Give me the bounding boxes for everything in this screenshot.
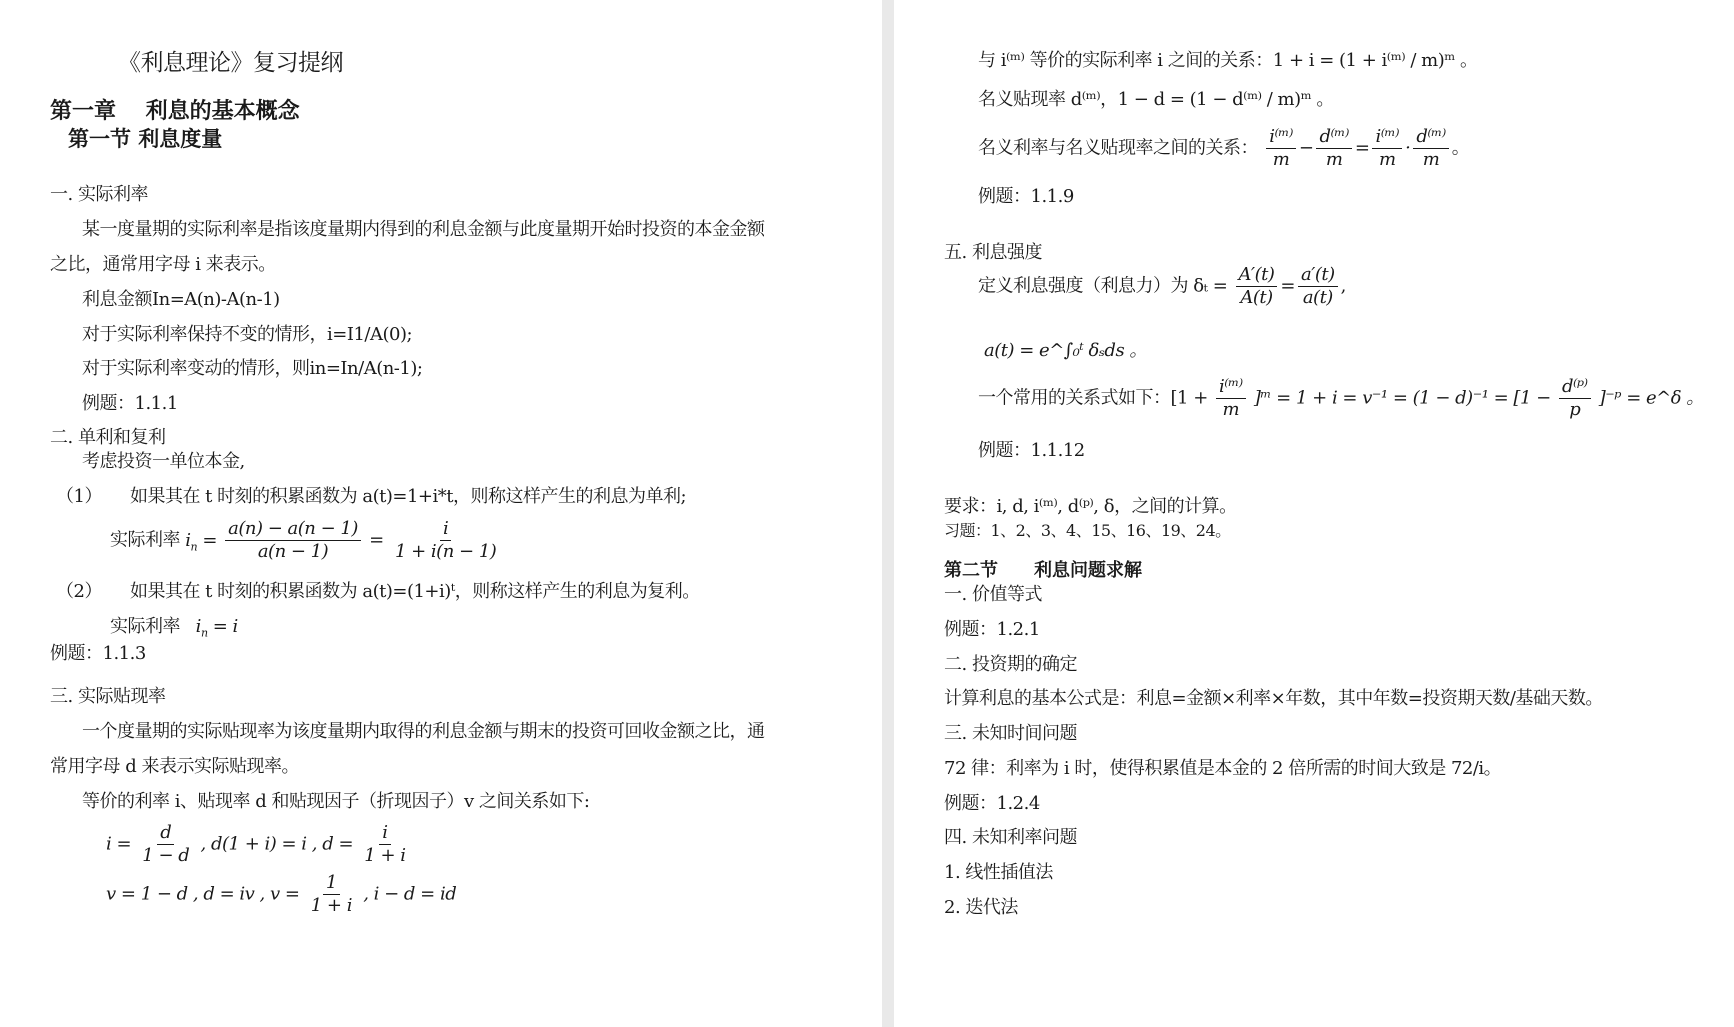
fraction-numerator: a′(t) — [1298, 264, 1338, 287]
fraction-denominator: 1 + i — [364, 845, 406, 866]
formula-part: v = 1 − d , d = iv , v = — [106, 883, 300, 905]
fraction-numerator: i⁽ᵐ⁾ — [1266, 126, 1296, 149]
fraction-denominator: a(t) — [1302, 287, 1333, 308]
list-item: 1. 线性插值法 — [944, 862, 1053, 883]
paragraph: 常用字母 d 来表示实际贴现率。 — [50, 756, 299, 777]
list-number: （1） — [56, 486, 102, 507]
formula-text: a(t) = e^∫₀ᵗ δₛds 。 — [984, 340, 1147, 361]
formula — [106, 822, 412, 867]
subsection-title: 三. 未知时间问题 — [944, 723, 1077, 744]
list-number: （2） — [56, 581, 102, 602]
list-item: 2. 迭代法 — [944, 897, 1018, 918]
formula-label: 名义利率与名义贴现率之间的关系： — [978, 137, 1258, 159]
example-ref: 例题：1.1.1 — [82, 393, 178, 414]
formula — [978, 376, 1704, 421]
paragraph: 一个度量期的实际贴现率为该度量期内取得的利息金额与期末的投资可回收金额之比，通 — [82, 721, 765, 742]
fraction-denominator: m — [1272, 149, 1290, 170]
exercises: 习题：1、2、3、4、15、16、19、24。 — [944, 521, 1231, 540]
example-ref: 例题：1.1.3 — [50, 643, 146, 664]
list-text: 如果其在 t 时刻的积累函数为 a(t)=(1+i)ᵗ，则称这样产生的利息为复利。 — [129, 581, 700, 602]
fraction-denominator: m — [1222, 399, 1240, 420]
fraction-numerator: d⁽ᵖ⁾ — [1559, 376, 1591, 399]
example-ref: 例题：1.2.1 — [944, 619, 1040, 640]
formula: 定义利息强度（利息力）为 δₜ = $\frac{A'(t)}{A(t)}$ = $\frac{a'(t)}{a(t)}$ , — [978, 264, 1346, 308]
formula: 实际利率 $i_n$ = $\frac{a(n) - a(n - 1)}{a(n - 1)}$ = $\frac{i}{1 + i(n - 1)}$ — [110, 518, 502, 563]
fraction-numerator: a(n) − a(n − 1) — [225, 518, 361, 541]
formula-label: 实际利率 — [110, 529, 180, 551]
chapter-heading: 第一章 利息的基本概念 — [50, 98, 300, 124]
paragraph: 之比，通常用字母 i 来表示。 — [50, 254, 276, 275]
fraction-denominator: m — [1325, 149, 1343, 170]
formula-part: , d(1 + i) = i , d = — [200, 833, 354, 855]
document-title: 《利息理论》复习提纲 — [118, 50, 343, 76]
fraction-numerator: i — [440, 518, 451, 541]
paragraph: 计算利息的基本公式是：利息=金额×利率×年数，其中年数=投资期天数/基础天数。 — [944, 688, 1603, 709]
section-heading: 第一节 利息度量 — [68, 126, 223, 151]
fraction-denominator: 1 + i — [310, 895, 352, 916]
fraction-numerator: d⁽ᵐ⁾ — [1316, 126, 1351, 149]
formula-text: 利息金额In=A(n)-A(n-1) — [82, 289, 280, 310]
requirement: 要求：i, d, i⁽ᵐ⁾, d⁽ᵖ⁾, δ，之间的计算。 — [944, 496, 1237, 517]
subsection-title: 一. 价值等式 — [944, 584, 1042, 605]
formula-label: 实际利率 — [110, 616, 180, 637]
formula-part: , i − d = id — [363, 883, 457, 905]
fraction-denominator: 1 + i(n − 1) — [394, 541, 497, 562]
paragraph: 考虑投资一单位本金, — [82, 451, 245, 472]
paragraph: 等价的利率 i、贴现率 d 和贴现因子（折现因子）v 之间关系如下: — [82, 791, 590, 812]
fraction-denominator: a(n − 1) — [257, 541, 329, 562]
fraction-denominator: m — [1379, 149, 1396, 170]
fraction-denominator: A(t) — [1240, 287, 1273, 308]
fraction-numerator: A′(t) — [1236, 264, 1278, 287]
list-text: 如果其在 t 时刻的积累函数为 a(t)=1+i*t，则称这样产生的利息为单利; — [129, 486, 687, 507]
example-ref: 例题：1.1.9 — [978, 186, 1074, 207]
formula-text: 名义贴现率 d⁽ᵐ⁾，1 − d = (1 − d⁽ᵐ⁾ / m)ᵐ 。 — [978, 89, 1334, 110]
fraction-numerator: 1 — [323, 872, 340, 895]
fraction-denominator: 1 − d — [142, 845, 190, 866]
formula-part: ]ᵐ = 1 + i = v⁻¹ = (1 − d)⁻¹ = [1 − — [1253, 387, 1551, 409]
paragraph: 某一度量期的实际利率是指该度量期内得到的利息金额与此度量期开始时投资的本金金额 — [82, 219, 765, 240]
subsection-title: 一. 实际利率 — [50, 184, 148, 205]
formula — [106, 872, 456, 917]
subsection-title: 二. 投资期的确定 — [944, 654, 1077, 675]
fraction-numerator: i⁽ᵐ⁾ — [1372, 126, 1402, 149]
example-ref: 例题：1.2.4 — [944, 793, 1040, 814]
formula-text: 与 i⁽ᵐ⁾ 等价的实际利率 i 之间的关系：1 + i = (1 + i⁽ᵐ⁾ / m)ᵐ 。 — [978, 50, 1478, 71]
formula: 名义利率与名义贴现率之间的关系： $\frac{\text{i⁽ᵐ⁾}}{m}$ − $\frac{\text{d⁽ᵐ⁾}}{m}$ = $\frac{\text{i⁽ᵐ⁾}}{m}$ · $\frac{\text{d⁽ᵐ⁾}}{m}$ 。 — [978, 126, 1470, 170]
fraction-numerator: i — [379, 822, 390, 845]
example-ref: 例题：1.1.12 — [978, 440, 1085, 461]
paragraph: 72 律：利率为 i 时，使得积累值是本金的 2 倍所需的时间大致是 72/i。 — [944, 758, 1502, 779]
paragraph: 对于实际利率变动的情形，则in=In/A(n-1); — [82, 358, 423, 379]
subsection-title: 四. 未知利率问题 — [944, 827, 1077, 848]
list-item — [56, 484, 686, 510]
subsection-title: 三. 实际贴现率 — [50, 686, 166, 707]
formula-part: i = — [106, 833, 132, 855]
section-heading: 第二节 利息问题求解 — [944, 560, 1142, 581]
right-page — [894, 0, 1734, 1027]
list-item — [56, 579, 700, 605]
formula-part: ]⁻ᵖ = e^δ 。 — [1598, 387, 1704, 409]
paragraph: 对于实际利率保持不变的情形，i=I1/A(0); — [82, 324, 413, 345]
formula: 实际利率 $i_n = i$ — [110, 616, 238, 640]
fraction-denominator: p — [1569, 399, 1581, 420]
fraction-numerator: d — [157, 822, 174, 845]
subsection-title: 五. 利息强度 — [944, 242, 1042, 263]
fraction-numerator: d⁽ᵐ⁾ — [1413, 126, 1448, 149]
formula-part: 一个常用的关系式如下：[1 + — [978, 387, 1208, 409]
formula-label: 定义利息强度（利息力）为 δₜ = — [978, 275, 1228, 297]
subsection-title: 二. 单利和复利 — [50, 427, 166, 448]
fraction-numerator: i⁽ᵐ⁾ — [1216, 376, 1246, 399]
fraction-denominator: m — [1422, 149, 1440, 170]
